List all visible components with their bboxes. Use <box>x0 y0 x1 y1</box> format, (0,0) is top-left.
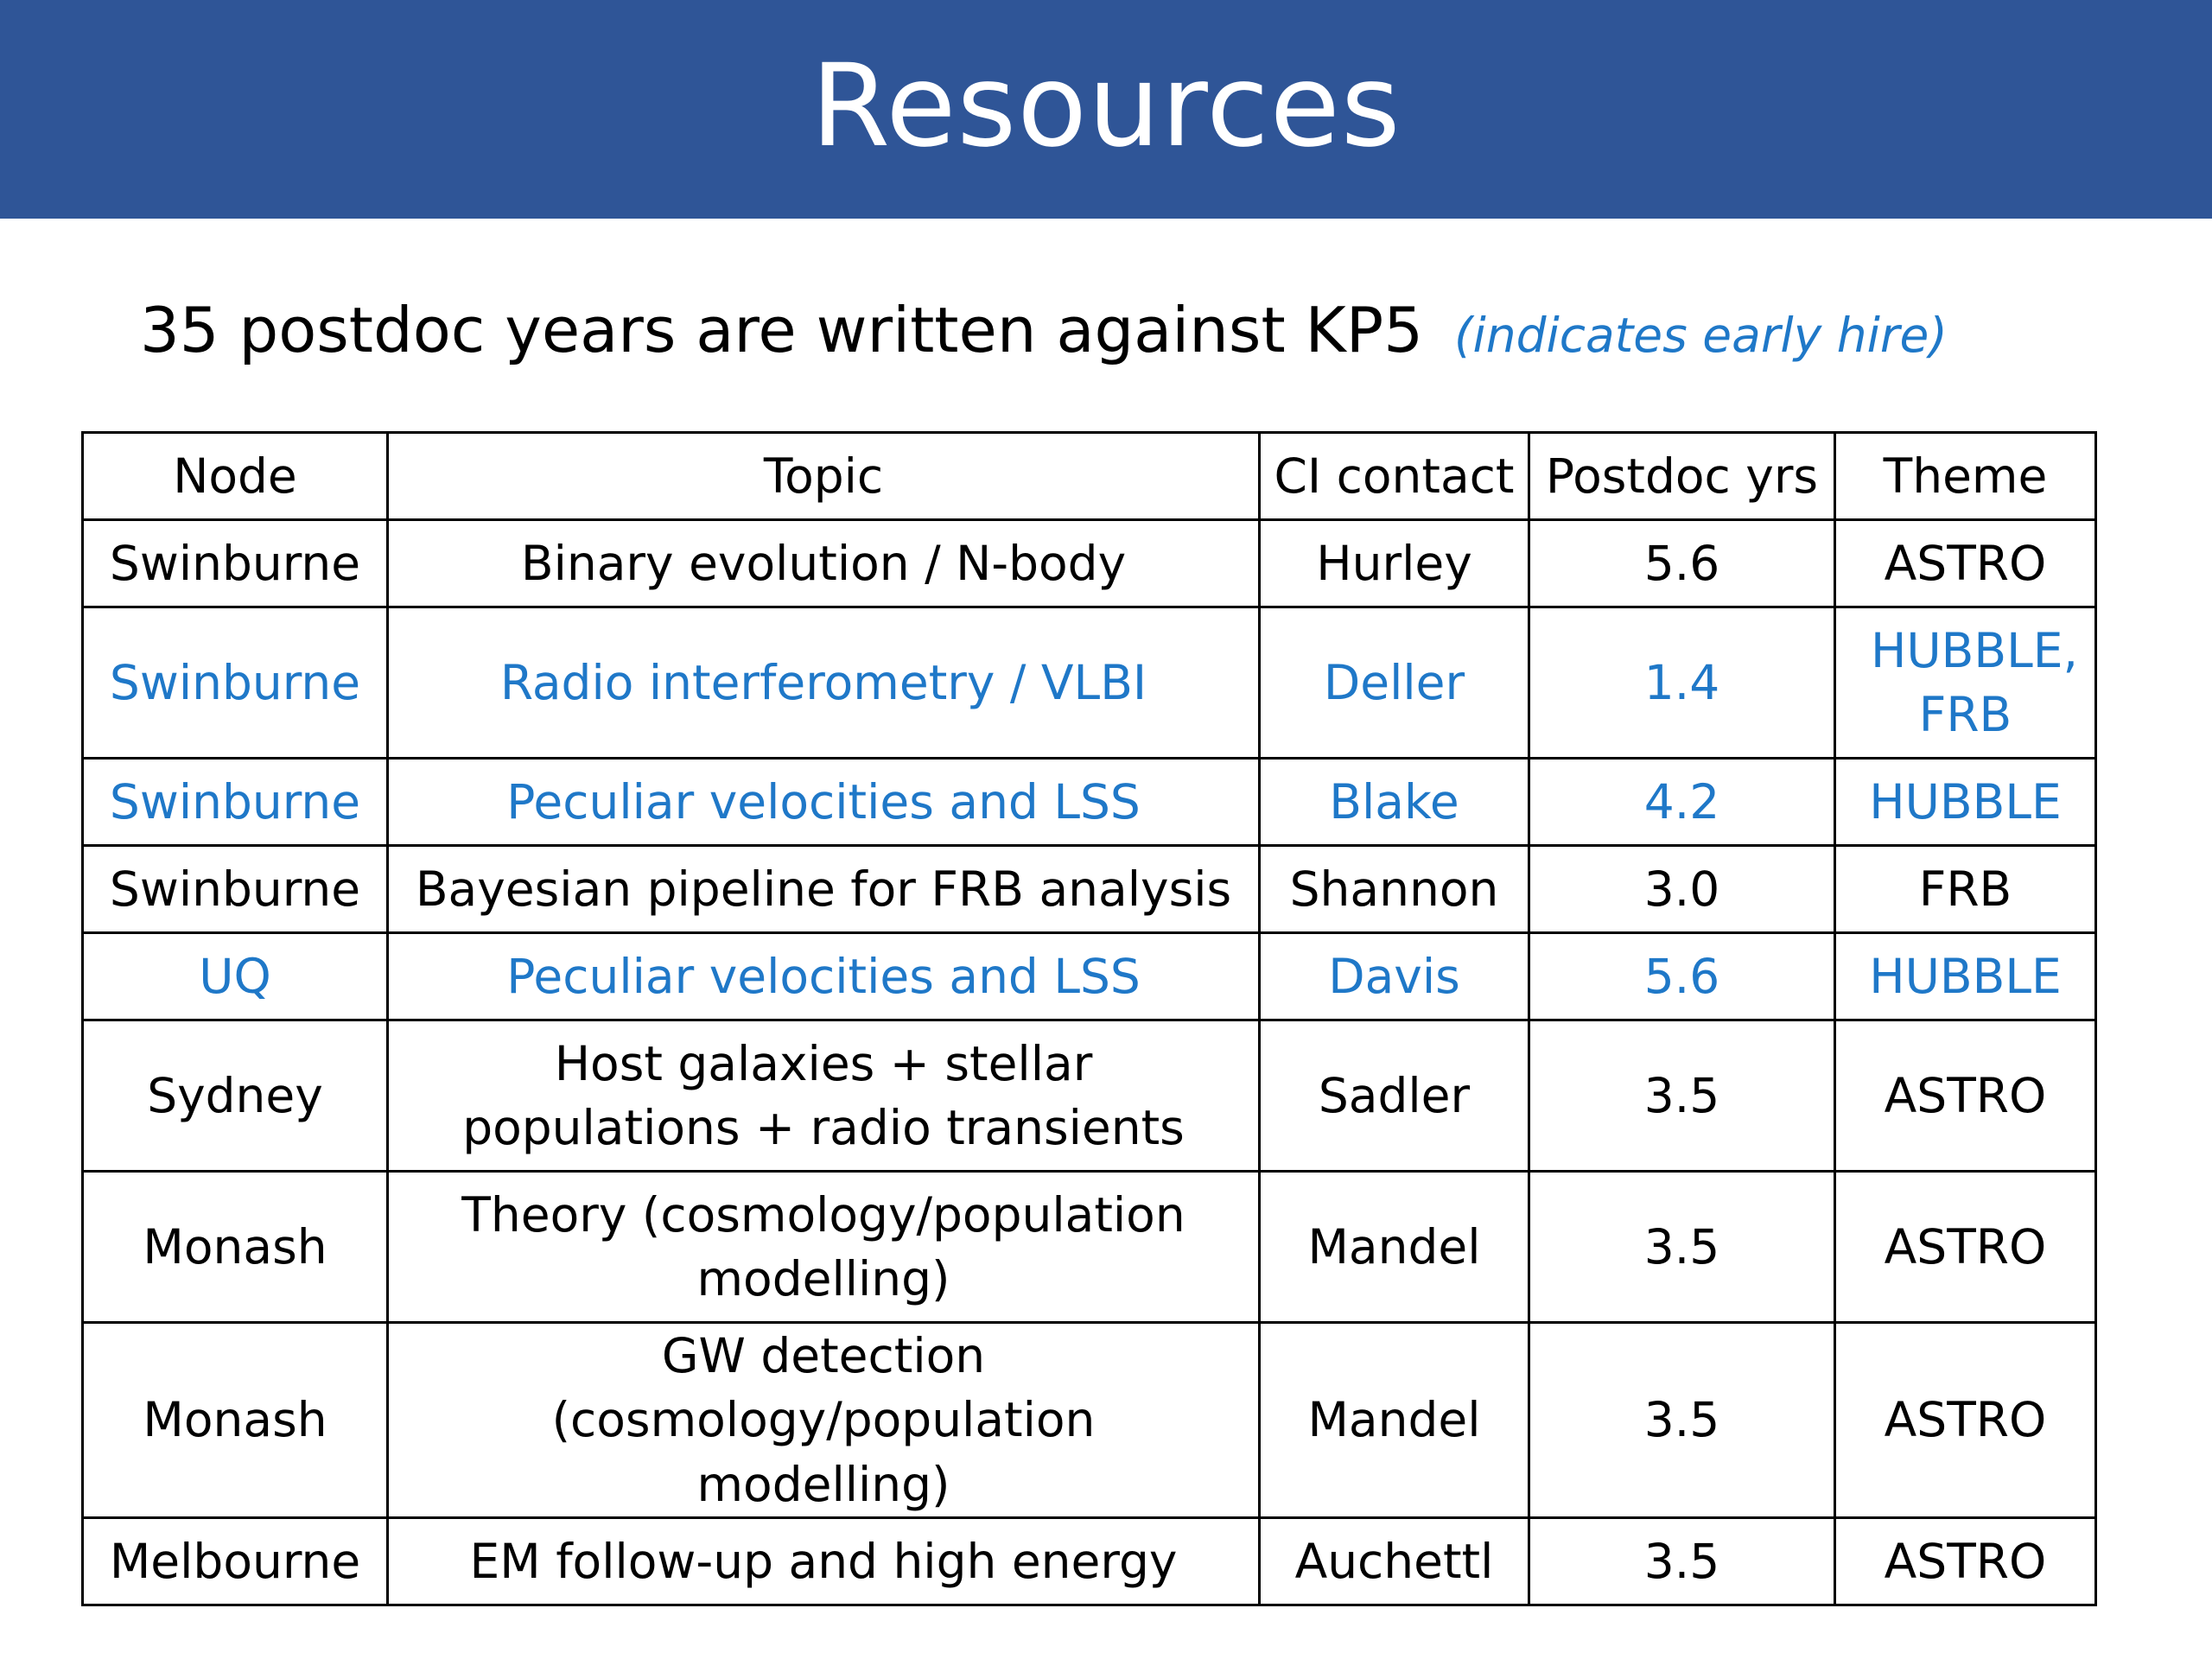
cell-theme: ASTRO <box>1835 1172 2096 1323</box>
subtitle: 35 postdoc years are written against KP5 <box>140 294 1423 366</box>
cell-postdoc-years: 3.0 <box>1529 846 1835 933</box>
cell-theme: HUBBLE <box>1835 759 2096 846</box>
cell-theme: HUBBLE <box>1835 933 2096 1020</box>
cell-postdoc-years: 3.5 <box>1529 1517 1835 1605</box>
table-row <box>83 607 2096 759</box>
cell-ci-contact: Deller <box>1260 607 1529 759</box>
cell-topic: Theory (cosmology/population modelling) <box>388 1172 1260 1323</box>
cell-node: Swinburne <box>83 520 388 607</box>
cell-node: Melbourne <box>83 1517 388 1605</box>
cell-topic: Bayesian pipeline for FRB analysis <box>388 846 1260 933</box>
cell-postdoc-years: 4.2 <box>1529 759 1835 846</box>
cell-theme: ASTRO <box>1835 1020 2096 1172</box>
cell-ci-contact: Mandel <box>1260 1172 1529 1323</box>
cell-postdoc-years: 3.5 <box>1529 1020 1835 1172</box>
cell-theme: ASTRO <box>1835 1323 2096 1518</box>
cell-postdoc-years: 1.4 <box>1529 607 1835 759</box>
cell-ci-contact: Blake <box>1260 759 1529 846</box>
table-row <box>83 1020 2096 1172</box>
cell-ci-contact: Auchettl <box>1260 1517 1529 1605</box>
cell-theme: ASTRO <box>1835 520 2096 607</box>
cell-postdoc-years: 5.6 <box>1529 933 1835 1020</box>
table-row <box>83 933 2096 1020</box>
header-topic: Topic <box>388 433 1260 520</box>
cell-node: Sydney <box>83 1020 388 1172</box>
table-row <box>83 846 2096 933</box>
table-row <box>83 1172 2096 1323</box>
cell-topic: Peculiar velocities and LSS <box>388 933 1260 1020</box>
cell-node: Swinburne <box>83 759 388 846</box>
cell-theme: ASTRO <box>1835 1517 2096 1605</box>
table-row <box>83 520 2096 607</box>
cell-topic: GW detection (cosmology/population modelling) <box>388 1323 1260 1518</box>
cell-postdoc-years: 3.5 <box>1529 1172 1835 1323</box>
cell-ci-contact: Shannon <box>1260 846 1529 933</box>
cell-topic: Host galaxies + stellar populations + radio transients <box>388 1020 1260 1172</box>
cell-node: Monash <box>83 1172 388 1323</box>
cell-node: Monash <box>83 1323 388 1518</box>
cell-topic: Radio interferometry / VLBI <box>388 607 1260 759</box>
slide-title: Resources <box>810 39 1402 173</box>
table-row <box>83 1517 2096 1605</box>
title-bar <box>0 0 2212 219</box>
early-hire-note: (indicates early hire) <box>1454 308 1948 363</box>
table-row <box>83 1323 2096 1518</box>
cell-ci-contact: Hurley <box>1260 520 1529 607</box>
resources-table <box>81 431 2097 1606</box>
cell-ci-contact: Mandel <box>1260 1323 1529 1518</box>
cell-topic: EM follow-up and high energy <box>388 1517 1260 1605</box>
cell-topic: Peculiar velocities and LSS <box>388 759 1260 846</box>
header-theme: Theme <box>1835 433 2096 520</box>
header-postdoc-years: Postdoc yrs <box>1529 433 1835 520</box>
cell-node: Swinburne <box>83 846 388 933</box>
cell-ci-contact: Davis <box>1260 933 1529 1020</box>
header-node: Node <box>83 433 388 520</box>
cell-node: UQ <box>83 933 388 1020</box>
cell-theme: FRB <box>1835 846 2096 933</box>
cell-theme: HUBBLE, FRB <box>1835 607 2096 759</box>
cell-node: Swinburne <box>83 607 388 759</box>
header-row <box>83 433 2096 520</box>
table-row <box>83 759 2096 846</box>
subtitle-line <box>140 294 1948 366</box>
cell-postdoc-years: 5.6 <box>1529 520 1835 607</box>
header-ci-contact: CI contact <box>1260 433 1529 520</box>
cell-topic: Binary evolution / N-body <box>388 520 1260 607</box>
cell-ci-contact: Sadler <box>1260 1020 1529 1172</box>
cell-postdoc-years: 3.5 <box>1529 1323 1835 1518</box>
